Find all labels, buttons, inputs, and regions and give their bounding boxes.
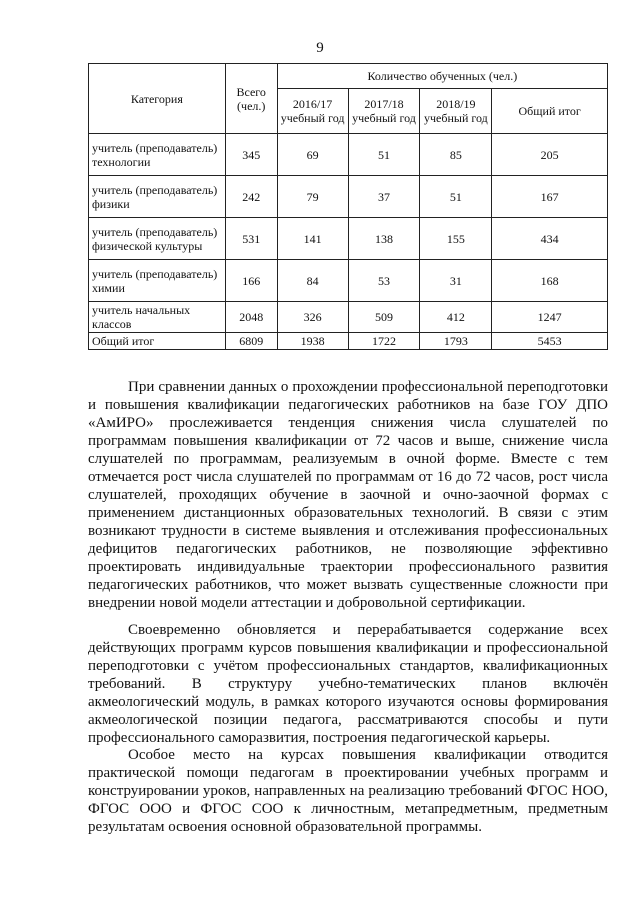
sum-cell: 434 [492,218,608,260]
body-paragraph [88,746,608,836]
sum-cell: 5453 [492,333,608,350]
total-row-label: Общий итог [89,333,226,350]
year-2017-header: 2017/18 учебный год [348,89,420,134]
table-header-row [89,64,608,89]
sum-cell: 167 [492,176,608,218]
year-2017-cell: 37 [348,176,420,218]
total-cell: 242 [225,176,277,218]
table-row [89,176,608,218]
year-2016-cell: 69 [277,134,348,176]
year-2016-cell: 1938 [277,333,348,350]
total-cell: 345 [225,134,277,176]
grand-total-header: Общий итог [492,89,608,134]
year-2018-cell: 51 [420,176,492,218]
page-number: 9 [316,40,324,56]
year-2017-cell: 138 [348,218,420,260]
total-header: Всего (чел.) [225,64,277,134]
category-cell: учитель (преподаватель) химии [89,260,226,302]
sum-cell: 1247 [492,302,608,333]
paragraph-comparison: При сравнении данных о прохождении профессиональной переподготовки и повышения квалификации педагогических работников на базе ГОУ ДПО «АмИРО» прослеживается тенденция снижения числа слушателей по программам повышения квалификации от 72 часов и выше, снижение числа слушателей по программам, реализуемым в очной форме. Вместе с тем отмечается рост числа слушателей по программам от 16 до 72 часов, рост числа слушателей, проходящих обучение в заочной и очно-заочной формах с применением дистанционных образовательных технологий. В связи с этим возникают трудности в системе выявления и отслеживания профессиональных дефицитов педагогических работников, не позволяющие эффективно проектировать индивидуальные траектории профессионального развития педагогических работников, что может вызвать существенные сложности при внедрении новой модели аттестации и добровольной сертификации. [88,379,608,611]
total-cell: 2048 [225,302,277,333]
year-2018-cell: 155 [420,218,492,260]
sum-cell: 168 [492,260,608,302]
year-2018-header: 2018/19 учебный год [420,89,492,134]
table-row [89,260,608,302]
paragraph-program-update: Своевременно обновляется и перерабатывается содержание всех действующих программ курсов повышения квалификации и профессиональной переподготовки с учётом профессиональных стандартов, квалификационных требований. В структуру учебно-тематических планов включён акмеологический модуль, в рамках которого изучаются основы формирования акмеологической позиции педагога, рассматриваются способы и пути профессионального саморазвития, построения педагогической карьеры. [88,622,608,746]
year-2016-cell: 79 [277,176,348,218]
table-row [89,302,608,333]
category-cell: учитель (преподаватель) физики [89,176,226,218]
table-total-row [89,333,608,350]
category-cell: учитель начальных классов [89,302,226,333]
trained-count-header: Количество обученных (чел.) [277,64,607,89]
training-statistics-table [88,63,608,350]
year-2017-cell: 51 [348,134,420,176]
table-row [89,134,608,176]
body-paragraph [88,378,608,612]
paragraph-practical-help: Особое место на курсах повышения квалификации отводится практической помощи педагогам в проектировании учебных программ и конструировании уроков, направленных на реализацию требований ФГОС НОО, ФГОС ООО и ФГОС СОО к личностным, метапредметным, предметным результатам освоения основной образовательной программы. [88,747,608,835]
year-2018-cell: 85 [420,134,492,176]
year-2016-cell: 141 [277,218,348,260]
year-2016-cell: 326 [277,302,348,333]
body-paragraph [88,621,608,747]
year-2017-cell: 509 [348,302,420,333]
total-cell: 166 [225,260,277,302]
sum-cell: 205 [492,134,608,176]
category-cell: учитель (преподаватель) технологии [89,134,226,176]
year-2016-header: 2016/17 учебный год [277,89,348,134]
total-cell: 531 [225,218,277,260]
year-2017-cell: 53 [348,260,420,302]
total-cell: 6809 [225,333,277,350]
year-2018-cell: 31 [420,260,492,302]
category-header: Категория [89,64,226,134]
year-2018-cell: 412 [420,302,492,333]
table-row [89,218,608,260]
year-2017-cell: 1722 [348,333,420,350]
year-2018-cell: 1793 [420,333,492,350]
year-2016-cell: 84 [277,260,348,302]
category-cell: учитель (преподаватель) физической культуры [89,218,226,260]
